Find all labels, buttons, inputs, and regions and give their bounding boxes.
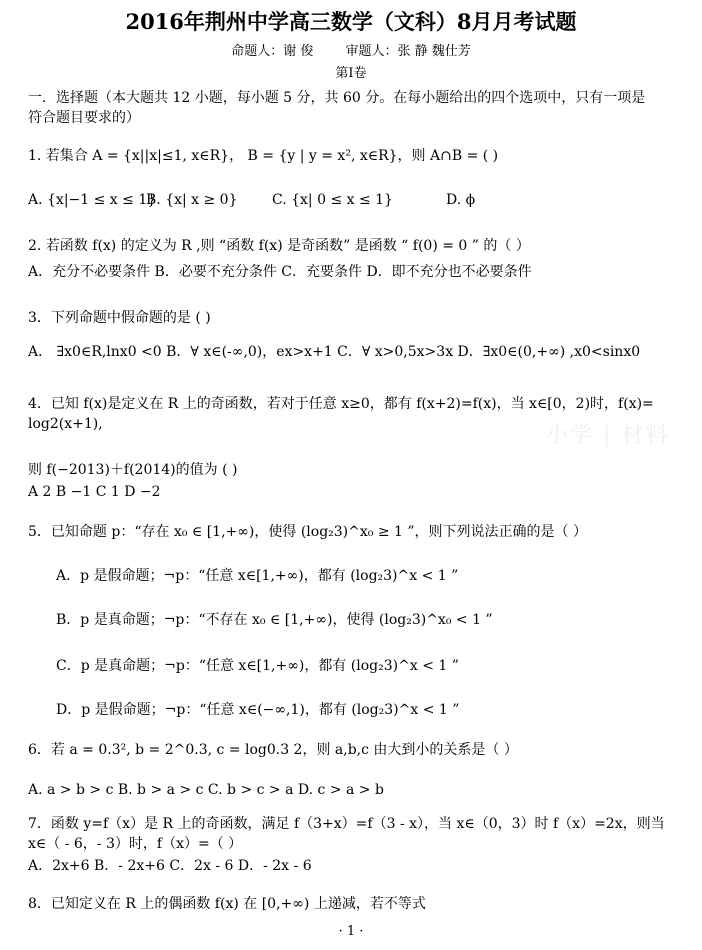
q6-options: A. a > b > c B. b > a > c C. b > c > a D. c > a > b <box>28 782 384 798</box>
q3-stem: 3．下列命题中假命题的是 ( ) <box>28 310 211 326</box>
q1-option-a: A. {x|−1 ≤ x ≤ 1} <box>28 192 157 208</box>
q6-stem: 6．若 a = 0.3², b = 2^0.3, c = log0.3 2，则 a,b,c 由大到小的关系是（ ） <box>28 742 518 758</box>
q2-stem: 2. 若函数 f(x) 的定义为 R ,则 “函数 f(x) 是奇函数” 是函数 “ f(0) = 0 ” 的（ ） <box>28 238 530 254</box>
q5-stem: 5．已知命题 p：“存在 x₀ ∈ [1,+∞)，使得 (log₂3)^x₀ ≥ 1 ”，则下列说法正确的是（ ） <box>28 524 587 540</box>
q1-stem: 1. 若集合 A = {x||x|≤1, x∈R}， B = {y | y = x², x∈R}，则 A∩B = ( ) <box>28 148 499 164</box>
section-intro-line2: 符合题目要求的） <box>28 110 140 126</box>
q3-options: A． ∃x0∈R,lnx0 <0 B．∀ x∈(-∞,0)，ex>x+1 C．∀ x>0,5x>3x D．∃x0∈(0,+∞) ,x0<sinx0 <box>28 344 641 360</box>
reviewer-label: 审题人：张 静 魏仕芳 <box>345 44 471 59</box>
q1-option-b: B. {x| x ≥ 0} <box>146 192 238 208</box>
section-intro-line1: 一．选择题（本大题共 12 小题，每小题 5 分，共 60 分。在每小题给出的四个选项中，只有一项是 <box>28 90 646 106</box>
page-number: · 1 · <box>338 924 364 939</box>
author-label: 命题人：谢 俊 <box>231 44 314 59</box>
q7-line2: x∈（ - 6，- 3）时，f（x）=（ ） <box>28 836 243 852</box>
q1-option-c: C. {x| 0 ≤ x ≤ 1} <box>272 192 393 208</box>
q7-options: A．2x+6 B．- 2x+6 C．2x - 6 D．- 2x - 6 <box>28 858 312 874</box>
q4-line2: log2(x+1), <box>28 416 103 432</box>
q4-options: A 2 B −1 C 1 D −2 <box>28 484 161 500</box>
q7-line1: 7．函数 y=f（x）是 R 上的奇函数，满足 f（3+x）=f（3 - x），当 x∈（0，3）时 f（x）=2x，则当 <box>28 816 665 832</box>
q2-options: A．充分不必要条件 B．必要不充分条件 C．充要条件 D．即不充分也不必要条件 <box>28 264 532 280</box>
q1-option-d: D. ϕ <box>446 192 476 208</box>
page-title: 2016年荆州中学高三数学（文科）8月月考试题 <box>125 9 577 34</box>
authors-line <box>0 42 702 62</box>
q8-stem: 8．已知定义在 R 上的偶函数 f(x) 在 [0,+∞) 上递减，若不等式 <box>28 896 426 912</box>
q4-line1: 4．已知 f(x)是定义在 R 上的奇函数，若对于任意 x≥0，都有 f(x+2)=f(x)，当 x∈[0，2)时，f(x)= <box>28 396 654 412</box>
q5-option-c: C．p 是真命题；¬p：“任意 x∈[1,+∞)，都有 (log₂3)^x < 1 ” <box>56 658 459 674</box>
watermark: 小学 | 材料 <box>546 423 670 448</box>
q5-option-b: B．p 是真命题；¬p：“不存在 x₀ ∈ [1,+∞)，使得 (log₂3)^x₀ < 1 ” <box>56 612 493 628</box>
q5-option-d: D．p 是假命题；¬p：“任意 x∈(−∞,1)，都有 (log₂3)^x < 1 ” <box>56 702 460 718</box>
q5-option-a: A．p 是假命题；¬p：“任意 x∈[1,+∞)，都有 (log₂3)^x < 1 ” <box>56 568 459 584</box>
volume-label: 第Ⅰ卷 <box>335 66 367 81</box>
q4-line3: 则 f(−2013)＋f(2014)的值为 ( ) <box>28 462 238 478</box>
